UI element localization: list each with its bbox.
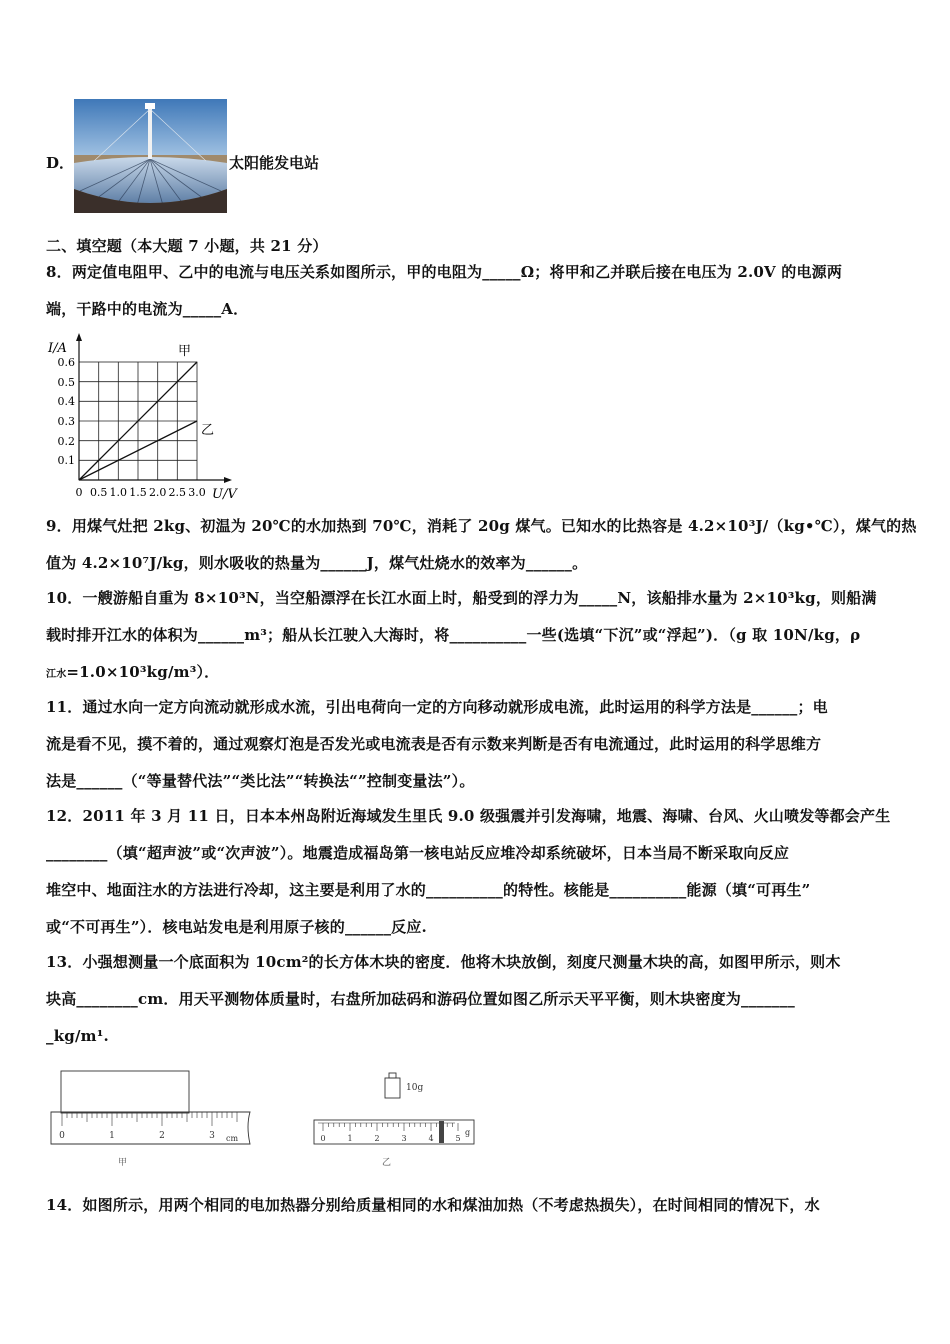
q12-line-1: 12．2011 年 3 月 11 日，日本本州岛附近海域发生里氏 9.0 级强震并引发海啸，地震、海啸、台风、火山喷发等都会产生 — [46, 807, 891, 825]
x-tick: 0.5 — [89, 486, 108, 499]
q10-line-3 — [46, 662, 908, 685]
q11-line-3: 法是______（“等量替代法”“类比法”“转换法“”控制变量法”）。 — [46, 772, 475, 790]
x-axis-label: U/V — [212, 487, 237, 502]
ruler-tick-label: 3 — [209, 1131, 215, 1141]
option-d-letter: D． — [46, 154, 75, 172]
line-a-label: 甲 — [178, 344, 192, 359]
rider — [439, 1121, 444, 1143]
y-tick: 0.4 — [57, 395, 75, 408]
x-tick: 2.0 — [148, 486, 167, 499]
x-tick: 0 — [75, 486, 83, 499]
beam-tick-label: 5 — [455, 1134, 461, 1143]
section-heading: 二、填空题（本大题 7 小题，共 21 分） — [46, 237, 328, 255]
y-tick: 0.1 — [57, 454, 75, 467]
q13-line-2: 块高________cm．用天平测物体质量时，右盘所加砝码和游码位置如图乙所示天平平衡，则木块密度为_______ — [46, 990, 795, 1008]
weight-10g-icon — [385, 1073, 400, 1098]
beam-unit: g — [465, 1128, 471, 1137]
q13-line-3: _kg/m¹. — [46, 1027, 109, 1045]
q11-line-2: 流是看不见，摸不着的，通过观察灯泡是否发光或电流表是否有示数来判断是否有电流通过，此时运用的科学思维方 — [46, 735, 822, 753]
beam-tick-label: 2 — [374, 1134, 380, 1143]
q10-line-1: 10．一艘游船自重为 8×10³N，当空船漂浮在长江水面上时，船受到的浮力为_____N，该船排水量为 2×10³kg，则船满 — [46, 589, 877, 607]
beam-tick-label: 0 — [320, 1134, 326, 1143]
solar-power-station-photo — [74, 99, 227, 213]
y-axis-label: I/A — [48, 341, 67, 356]
figure-a-caption: 甲 — [118, 1158, 128, 1168]
y-tick: 0.3 — [57, 415, 75, 428]
q12-line-2: ________（填“超声波”或“次声波”）。地震造成福岛第一核电站反应堆冷却系统破坏，日本当局不断采取向反应 — [46, 844, 790, 862]
beam-tick-label: 3 — [401, 1134, 407, 1143]
x-tick: 2.5 — [168, 486, 187, 499]
ruler-tick-label: 0 — [59, 1131, 65, 1141]
ruler-tick-label: 2 — [159, 1131, 165, 1141]
q10-line-3-text: =1.0×10³kg/m³）． — [66, 663, 220, 681]
q8-line-1: 8．两定值电阻甲、乙中的电流与电压关系如图所示，甲的电阻为_____Ω；将甲和乙并联后接在电压为 2.0V 的电源两 — [46, 263, 843, 281]
balance-figure — [305, 1065, 485, 1175]
y-tick: 0.5 — [57, 376, 75, 389]
q9-line-2: 值为 4.2×10⁷J/kg，则水吸收的热量为______J，煤气灶烧水的效率为______。 — [46, 554, 588, 572]
ruler-tick-label: 1 — [109, 1131, 115, 1141]
figure-b-caption: 乙 — [382, 1158, 392, 1168]
ruler-figure — [46, 1065, 261, 1175]
q11-line-1: 11．通过水向一定方向流动就形成水流，引出电荷向一定的方向移动就形成电流，此时运用的科学方法是______；电 — [46, 698, 828, 716]
beam-tick-label: 1 — [347, 1134, 353, 1143]
x-tick: 3.0 — [188, 486, 206, 499]
q12-line-4: 或“不可再生”）．核电站发电是利用原子核的______反应. — [46, 918, 427, 936]
wood-block — [61, 1071, 189, 1113]
ruler-unit: cm — [226, 1134, 239, 1143]
beam-tick-label: 4 — [428, 1134, 434, 1143]
x-tick: 1.5 — [129, 486, 147, 499]
q13-line-1: 13．小强想测量一个底面积为 10cm²的长方体木块的密度．他将木块放倒，刻度尺测量木块的高，如图甲所示，则木 — [46, 953, 841, 971]
y-tick: 0.2 — [57, 435, 75, 448]
q9-line-1: 9．用煤气灶把 2kg、初温为 20℃的水加热到 70℃，消耗了 20g 煤气。已知水的比热容是 4.2×10³J/（kg•℃），煤气的热 — [46, 517, 917, 535]
q8-line-2: 端，干路中的电流为_____A． — [46, 300, 249, 318]
q14-line-1: 14．如图所示，用两个相同的电加热器分别给质量相同的水和煤油加热（不考虑热损失），在时间相同的情况下，水 — [46, 1196, 820, 1214]
rho-subscript: 江水 — [46, 669, 67, 680]
iu-graph — [46, 330, 246, 505]
line-b-label: 乙 — [201, 423, 215, 438]
q10-line-2: 载时排开江水的体积为______m³；船从长江驶入大海时，将__________一些(选填“下沉”或“浮起”)．（g 取 10N/kg，ρ — [46, 626, 861, 644]
option-d-label: 太阳能发电站 — [229, 154, 320, 172]
x-tick: 1.0 — [109, 486, 128, 499]
y-tick: 0.6 — [57, 356, 75, 369]
weight-label: 10g — [406, 1083, 424, 1093]
q12-line-3: 堆空中、地面注水的方法进行冷却，这主要是利用了水的__________的特性。核能是__________能源（填“可再生” — [46, 881, 811, 899]
